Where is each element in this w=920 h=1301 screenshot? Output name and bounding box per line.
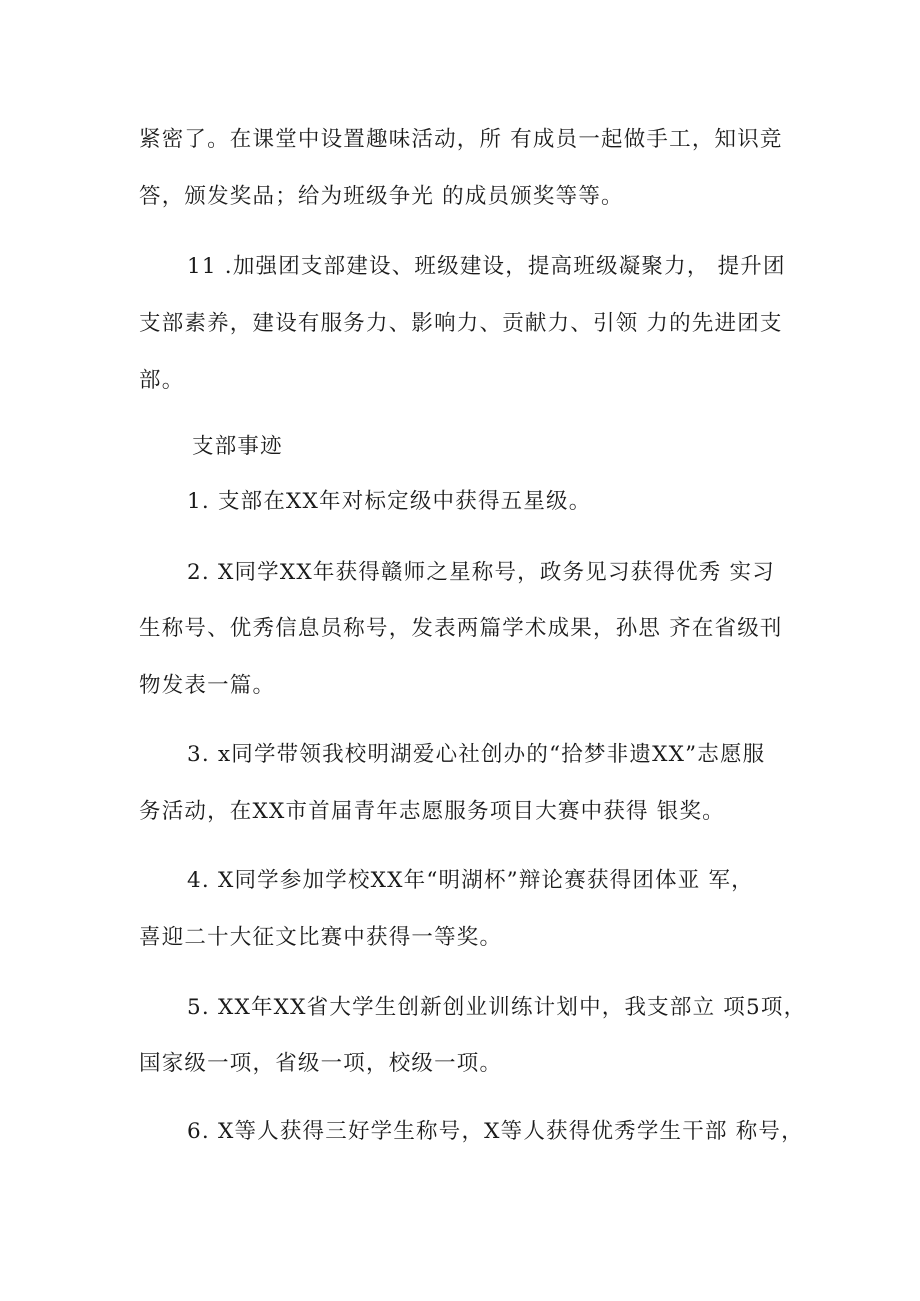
item-3-line-1: 3. x同学带领我校明湖爱心社创办的“拾梦非遗XX”志愿服 (187, 742, 766, 767)
paragraph-2-line-3: 部。 (139, 368, 185, 393)
paragraph-2-line-2: 支部素养，建设有服务力、影响力、贡献力、引领 力的先进团支 (139, 311, 783, 336)
item-4-line-2: 喜迎二十大征文比赛中获得一等奖。 (139, 925, 503, 950)
item-1-line-1: 1. 支部在XX年对标定级中获得五星级。 (187, 489, 592, 514)
item-6-line-1: 6. X等人获得三好学生称号，X等人获得优秀学生干部 称号， (187, 1119, 804, 1144)
item-4-line-1: 4. X同学参加学校XX年“明湖杯”辩论赛获得团体亚 军， (187, 868, 754, 893)
paragraph-1-line-2: 答，颁发奖品；给为班级争光 的成员颁奖等等。 (139, 184, 624, 209)
item-5-line-1: 5. XX年XX省大学生创新创业训练计划中，我支部立 项5项， (187, 995, 807, 1020)
paragraph-1-line-1: 紧密了。在课堂中设置趣味活动，所 有成员一起做手工，知识竞 (139, 127, 783, 152)
item-5-line-2: 国家级一项，省级一项，校级一项。 (139, 1051, 503, 1076)
item-3-line-2: 务活动，在XX市首届青年志愿服务项目大赛中获得 银奖。 (139, 799, 725, 824)
item-2-line-3: 物发表一篇。 (139, 673, 276, 698)
item-2-line-1: 2. X同学XX年获得赣师之星称号，政务见习获得优秀 实习 (187, 560, 775, 585)
section-heading: 支部事迹 (192, 434, 283, 459)
item-2-line-2: 生称号、优秀信息员称号，发表两篇学术成果，孙思 齐在省级刊 (139, 616, 783, 641)
paragraph-2-line-1: 11 .加强团支部建设、班级建设，提高班级凝聚力， 提升团 (187, 254, 786, 279)
